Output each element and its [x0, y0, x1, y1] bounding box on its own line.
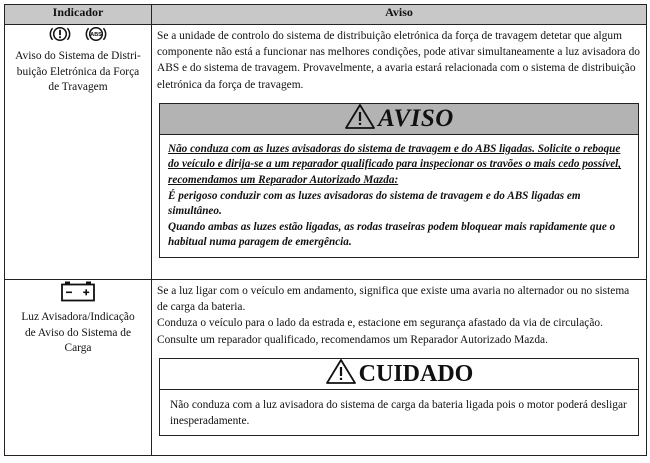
brake-warning-icon [49, 25, 71, 43]
icon-group [9, 25, 147, 43]
warning-text: É perigoso conduzir com as luzes avisadoras do sistema de travagem e do ABS ligadas em simultâneo. [168, 189, 581, 218]
battery-charge-icon [60, 280, 96, 302]
indicator-cell-charge [5, 280, 152, 456]
warning-box [159, 103, 639, 258]
caution-box [159, 358, 639, 436]
header-warning: Aviso [152, 5, 647, 25]
caution-header [160, 359, 638, 390]
table-header-row [5, 5, 647, 25]
warning-body [160, 135, 638, 257]
page [4, 4, 646, 459]
warning-cell-charge [152, 280, 647, 456]
caution-title: CUIDADO [358, 360, 474, 387]
warning-text: Quando ambas as luzes estão ligadas, as rodas traseiras podem bloquear mais rapidamente que o habitual numa paragem de emergência. [168, 220, 616, 249]
indicator-cell-ebd [5, 25, 152, 280]
indicator-label-charge [9, 310, 147, 357]
label-line: Aviso do Sistema de Distri- [15, 50, 141, 62]
table-row [5, 25, 647, 280]
indicator-table [4, 4, 647, 456]
indicator-label-ebd [9, 49, 147, 96]
label-line: de Travagem [48, 81, 108, 94]
charge-instructions: Conduza o veículo para o lado da estrada e, estacione em segurança afastado da via de circulação. Consulte um reparador qualificado, recomendamos um Reparador Autorizado Mazda. [157, 317, 603, 346]
warning-title: AVISO [378, 104, 454, 132]
header-indicator: Indicador [5, 5, 152, 25]
caution-triangle-icon [325, 358, 357, 390]
label-line: Luz Avisadora/Indicação [21, 311, 135, 323]
abs-warning-icon [85, 25, 107, 43]
warning-header [160, 104, 638, 135]
warning-cell-ebd [152, 25, 647, 280]
label-line: de Aviso do Sistema de [24, 326, 132, 339]
warning-underlined-text: Não conduza com as luzes avisadoras do sistema de travagem e do ABS ligadas. Solicite o reboque do veículo e dirija-se a um reparador qualificado para inspecionar os travões o mais cedo possível, recomendamos um Reparador Autorizado Mazda: [168, 142, 622, 186]
label-line: Carga [64, 342, 92, 355]
icon-group [9, 280, 147, 302]
label-line: buição Eletrónica da Força [16, 65, 140, 78]
ebd-description: Se a unidade de controlo do sistema de distribuição eletrónica da força de travagem detetar que algum componente não está a funcionar nas melhores condições, pode ativar simultaneamente a luz avisadora do ABS e do sistema de travagem. Provavelmente, a avaria estará relacionada com o sistema de distribuição eletrónica da força de travagem. [157, 30, 640, 91]
caution-body: Não conduza com a luz avisadora do sistema de carga da bateria ligada pois o motor poderá desligar inesperadamente. [170, 398, 627, 427]
abs-icon-text: ABS [90, 32, 102, 38]
table-row [5, 280, 647, 456]
charge-description: Se a luz ligar com o veículo em andamento, significa que existe uma avaria no alternador ou no sistema de carga da bateria. [157, 285, 630, 314]
warning-triangle-icon [344, 103, 376, 135]
